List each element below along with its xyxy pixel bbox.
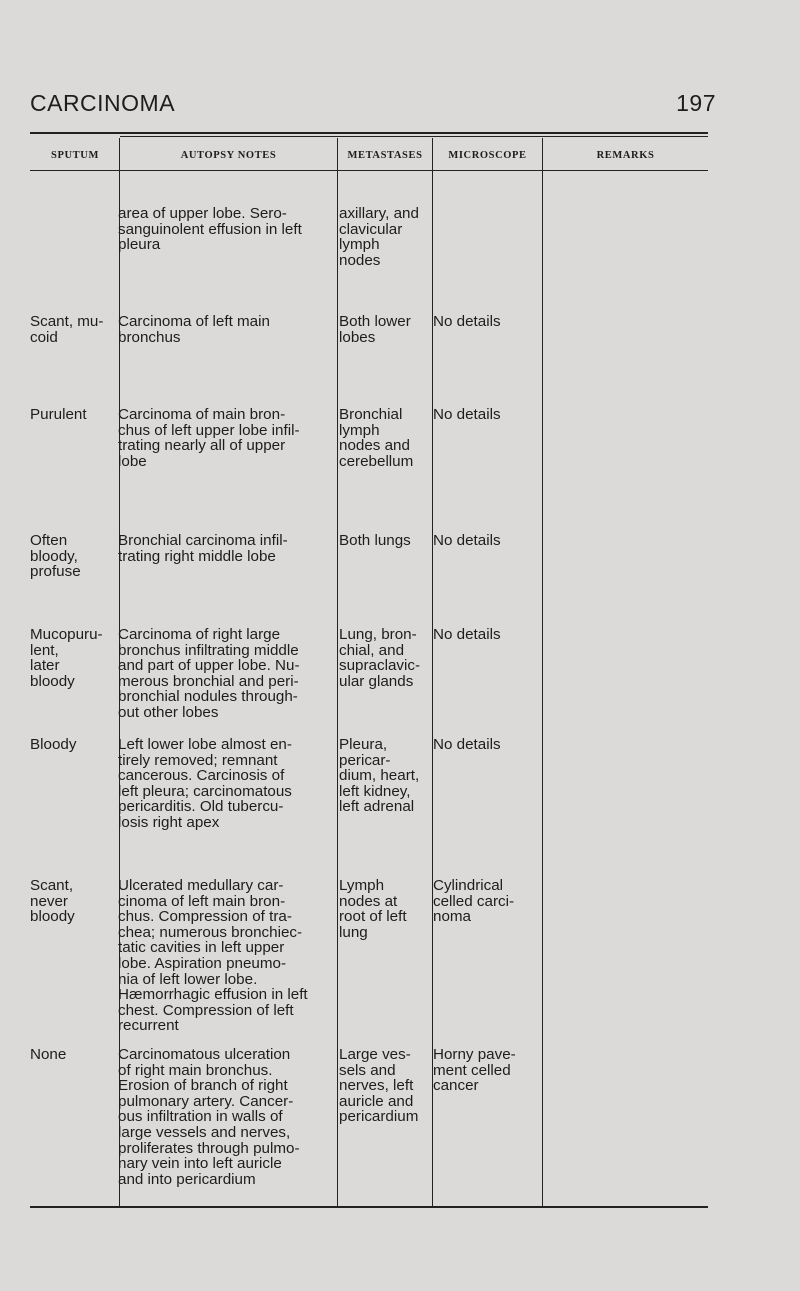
running-head-title: CARCINOMA: [30, 90, 176, 116]
top-rule-thick: [30, 132, 708, 134]
microscope-cell: No details: [433, 532, 501, 549]
autopsy-cell: Carcinoma of left main bronchus: [118, 313, 270, 346]
metastases-cell: Large ves- sels and nerves, left auricle and pericardium: [339, 1046, 419, 1126]
sputum-cell: Mucopuru- lent, later bloody: [30, 626, 103, 690]
metastases-cell: Both lungs: [339, 532, 411, 549]
column-header-remarks: REMARKS: [596, 150, 655, 161]
autopsy-cell: Bronchial carcinoma infil- trating right middle lobe: [118, 532, 288, 565]
column-divider: [337, 138, 338, 1206]
microscope-cell: No details: [433, 736, 501, 753]
sputum-cell: Purulent: [30, 406, 87, 423]
autopsy-cell: Carcinoma of main bron- chus of left upper lobe infil- trating nearly all of upper lobe: [118, 406, 300, 470]
column-header-sputum: SPUTUM: [51, 150, 99, 161]
sputum-cell: Scant, mu- coid: [30, 313, 104, 346]
top-rule-thin: [120, 136, 708, 137]
microscope-cell: No details: [433, 626, 501, 643]
header-divider: [30, 170, 708, 171]
column-header-autopsy-notes: AUTOPSY NOTES: [180, 150, 277, 161]
microscope-cell: No details: [433, 406, 501, 423]
microscope-cell: Horny pave- ment celled cancer: [433, 1046, 516, 1095]
sputum-cell: Bloody: [30, 736, 77, 753]
metastases-cell: Lung, bron- chial, and supraclavic- ular glands: [339, 626, 421, 690]
microscope-cell: Cylindrical celled carci- noma: [433, 877, 515, 926]
microscope-cell: No details: [433, 313, 501, 330]
autopsy-cell: Carcinomatous ulceration of right main bronchus. Erosion of branch of right pulmonary artery. Cancer- ous infiltration in walls of large vessels and nerves, proliferates through pulmo- nary vein into left auricle and into pericardium: [118, 1046, 300, 1188]
metastases-cell: axillary, and clavicular lymph nodes: [339, 205, 419, 269]
autopsy-cell: Carcinoma of right large bronchus infiltrating middle and part of upper lobe. Nu- merous bronchial and peri- bronchial nodules through- out other lobes: [118, 626, 300, 721]
sputum-cell: Scant, never bloody: [30, 877, 75, 926]
metastases-cell: Both lower lobes: [339, 313, 411, 346]
page-number: 197: [676, 90, 716, 116]
autopsy-cell: area of upper lobe. Sero- sanguinolent effusion in left pleura: [118, 205, 302, 254]
autopsy-cell: Left lower lobe almost en- tirely removed; remnant cancerous. Carcinosis of left pleura; carcinomatous pericarditis. Old tubercu- losis right apex: [118, 736, 292, 831]
sputum-cell: None: [30, 1046, 67, 1063]
metastases-cell: Lymph nodes at root of left lung: [339, 877, 407, 941]
metastases-cell: Bronchial lymph nodes and cerebellum: [339, 406, 414, 470]
column-divider: [542, 138, 543, 1206]
sputum-cell: Often bloody, profuse: [30, 532, 81, 581]
metastases-cell: Pleura, pericar- dium, heart, left kidney, left adrenal: [339, 736, 420, 816]
autopsy-cell: Ulcerated medullary car- cinoma of left main bron- chus. Compression of tra- chea; numerous bronchiec- tatic cavities in left upper lobe. Aspiration pneumo- nia of left lower lobe. Hæmorrhagic effusion in left chest. Compression of left recurrent: [118, 877, 308, 1035]
column-header-microscope: MICROSCOPE: [448, 150, 527, 161]
bottom-rule: [30, 1206, 708, 1208]
column-header-metastases: METASTASES: [347, 150, 423, 161]
